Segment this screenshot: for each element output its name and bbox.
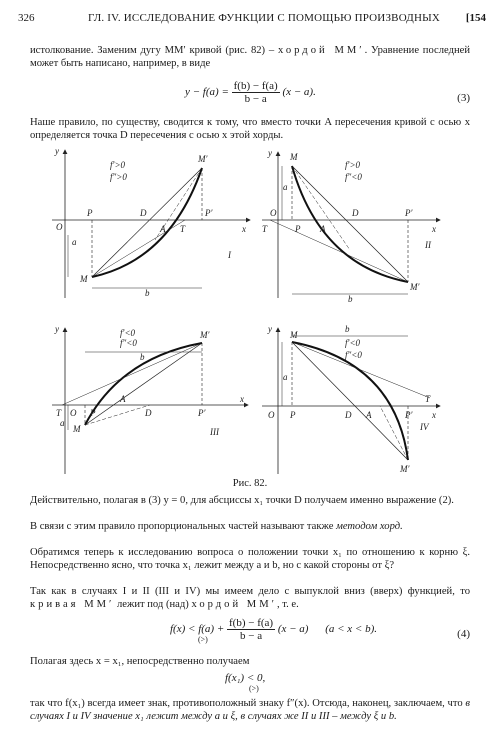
panel-III-a: a xyxy=(60,418,65,428)
panel-II-x-label: x xyxy=(432,224,436,234)
panel-II-cond-2: f″<0 xyxy=(345,172,362,182)
equation-3-number: (3) xyxy=(457,92,470,104)
panel-I-P: P xyxy=(87,208,93,218)
panel-I xyxy=(52,146,250,298)
panel-II-b: b xyxy=(348,294,353,304)
panel-I-numeral: I xyxy=(228,250,231,260)
panel-II-P: P xyxy=(295,224,301,234)
panel-IV-T: T xyxy=(425,394,431,404)
panel-I-cond-2: f″>0 xyxy=(110,172,127,182)
panel-IV-cond-2: f″<0 xyxy=(345,350,362,360)
panel-III-origin: O xyxy=(70,408,77,418)
panel-IV-x-label: x xyxy=(432,410,436,420)
panel-III xyxy=(52,324,248,474)
panel-III-y-label: y xyxy=(55,324,59,334)
panel-II-Mp: M′ xyxy=(410,282,420,292)
panel-II-numeral: II xyxy=(425,240,431,250)
panel-IV-D: D xyxy=(345,410,352,420)
paragraph-5: Обратимся теперь к исследованию вопроса о положении точки x₁ по отношению к корню ξ. Непосредственно ясно, что точка x₁ лежит между a и b, но с какой стороны от ξ? xyxy=(30,547,470,571)
panel-IV-cond-1: f′<0 xyxy=(345,338,361,348)
panel-II-cond-1: f′>0 xyxy=(345,160,361,170)
panel-I-A: A xyxy=(160,224,166,234)
page-header xyxy=(18,12,486,28)
panel-I-Pp: P′ xyxy=(205,208,213,218)
panel-III-cond-1: f′<0 xyxy=(120,328,136,338)
panel-IV-Mp: M′ xyxy=(400,464,410,474)
panel-III-x-label: x xyxy=(240,394,244,404)
panel-III-b: b xyxy=(140,352,145,362)
paragraph-1: истолкование. Заменим дугу MM′ кривой (рис. 82) – хордой MM′. Уравнение последней может быть написано, например, в виде xyxy=(30,45,471,69)
panel-III-T: T xyxy=(56,408,62,418)
paragraph-3: Действительно, полагая в (3) y = 0, для абсциссы x₁ точки D получаем именно выражение (2). xyxy=(30,495,454,506)
equation-4-number: (4) xyxy=(457,628,470,640)
panel-III-cond-2: f″<0 xyxy=(120,338,137,348)
panel-I-D: D xyxy=(140,208,147,218)
panel-III-D: D xyxy=(145,408,152,418)
panel-II-D: D xyxy=(352,208,359,218)
equation-3: y − f(a) = $\frac{f(b) - f(a)}{b - a}$ (x − a). xyxy=(185,80,316,105)
panel-III-A: A xyxy=(120,394,126,404)
paragraph-7: Полагая здесь x = x₁, непосредственно получаем xyxy=(30,656,250,667)
paragraph-8: так что f(x₁) всегда имеет знак, противоположный знаку f″(x). Отсюда, наконец, заключаем, что в случаях I и IV значение x₁ лежит между a и ξ, в случаях же II и III – между ξ и b. xyxy=(30,698,470,722)
panel-III-Pp: P′ xyxy=(198,408,206,418)
panel-I-origin: O xyxy=(56,222,63,232)
panel-I-y-label: y xyxy=(55,146,59,156)
panel-III-M: M xyxy=(73,424,81,434)
equation-4: f(x) < f(a) + (>) $\frac{f(b) - f(a)}{b - a}$ (x − a) (a < x < b). xyxy=(170,617,378,645)
paragraph-2: Наше правило, по существу, сводится к тому, что вместо точки A пересечения кривой с осью x определяется точка D пересечения с осью x этой хорды. xyxy=(30,117,470,141)
panel-I-x-label: x xyxy=(242,224,246,234)
figure-caption: Рис. 82. xyxy=(232,478,268,489)
panel-III-P: P xyxy=(90,408,96,418)
panel-II-Pp: P′ xyxy=(405,208,413,218)
panel-II-y-label: y xyxy=(268,148,272,158)
panel-IV-M: M xyxy=(290,330,298,340)
panel-IV-b: b xyxy=(345,324,350,334)
panel-I-T: T xyxy=(180,224,186,234)
panel-II xyxy=(262,148,440,304)
equation-5: f(x₁) < 0, (>) xyxy=(225,672,266,693)
paragraph-6: Так как в случаях I и II (III и IV) мы имеем дело с выпуклой вниз (вверх) функцией, то кривая MM′ лежит под (над) хордой MM′, т. е. xyxy=(30,586,470,610)
panel-I-cond-1: f′>0 xyxy=(110,160,126,170)
panel-I-b: b xyxy=(145,288,150,298)
panel-IV-Pp: P′ xyxy=(405,410,413,420)
section-number: [154 xyxy=(465,12,486,24)
panel-IV-y-label: y xyxy=(268,324,272,334)
panel-IV xyxy=(262,324,440,474)
panel-IV-P: P xyxy=(290,410,296,420)
figure-82 xyxy=(0,140,500,476)
page-number: 326 xyxy=(18,12,35,24)
panel-III-numeral: III xyxy=(210,427,219,437)
panel-II-a: a xyxy=(283,182,288,192)
panel-I-a: a xyxy=(72,237,77,247)
panel-IV-origin: O xyxy=(268,410,275,420)
panel-IV-numeral: IV xyxy=(420,422,429,432)
panel-IV-a: a xyxy=(283,372,288,382)
panel-III-Mp: M′ xyxy=(200,330,210,340)
panel-II-M: M xyxy=(290,152,298,162)
panel-II-A: A xyxy=(320,224,326,234)
panel-I-Mp: M′ xyxy=(198,154,208,164)
panel-II-origin: O xyxy=(270,208,277,218)
panel-II-T0: T xyxy=(262,224,268,234)
panel-IV-A: A xyxy=(366,410,372,420)
paragraph-4: В связи с этим правило пропорциональных частей называют также методом хорд. xyxy=(30,521,403,532)
panel-I-M: M xyxy=(80,274,88,284)
chapter-title: ГЛ. IV. ИССЛЕДОВАНИЕ ФУНКЦИИ С ПОМОЩЬЮ ПРОИЗВОДНЫХ xyxy=(88,12,441,24)
